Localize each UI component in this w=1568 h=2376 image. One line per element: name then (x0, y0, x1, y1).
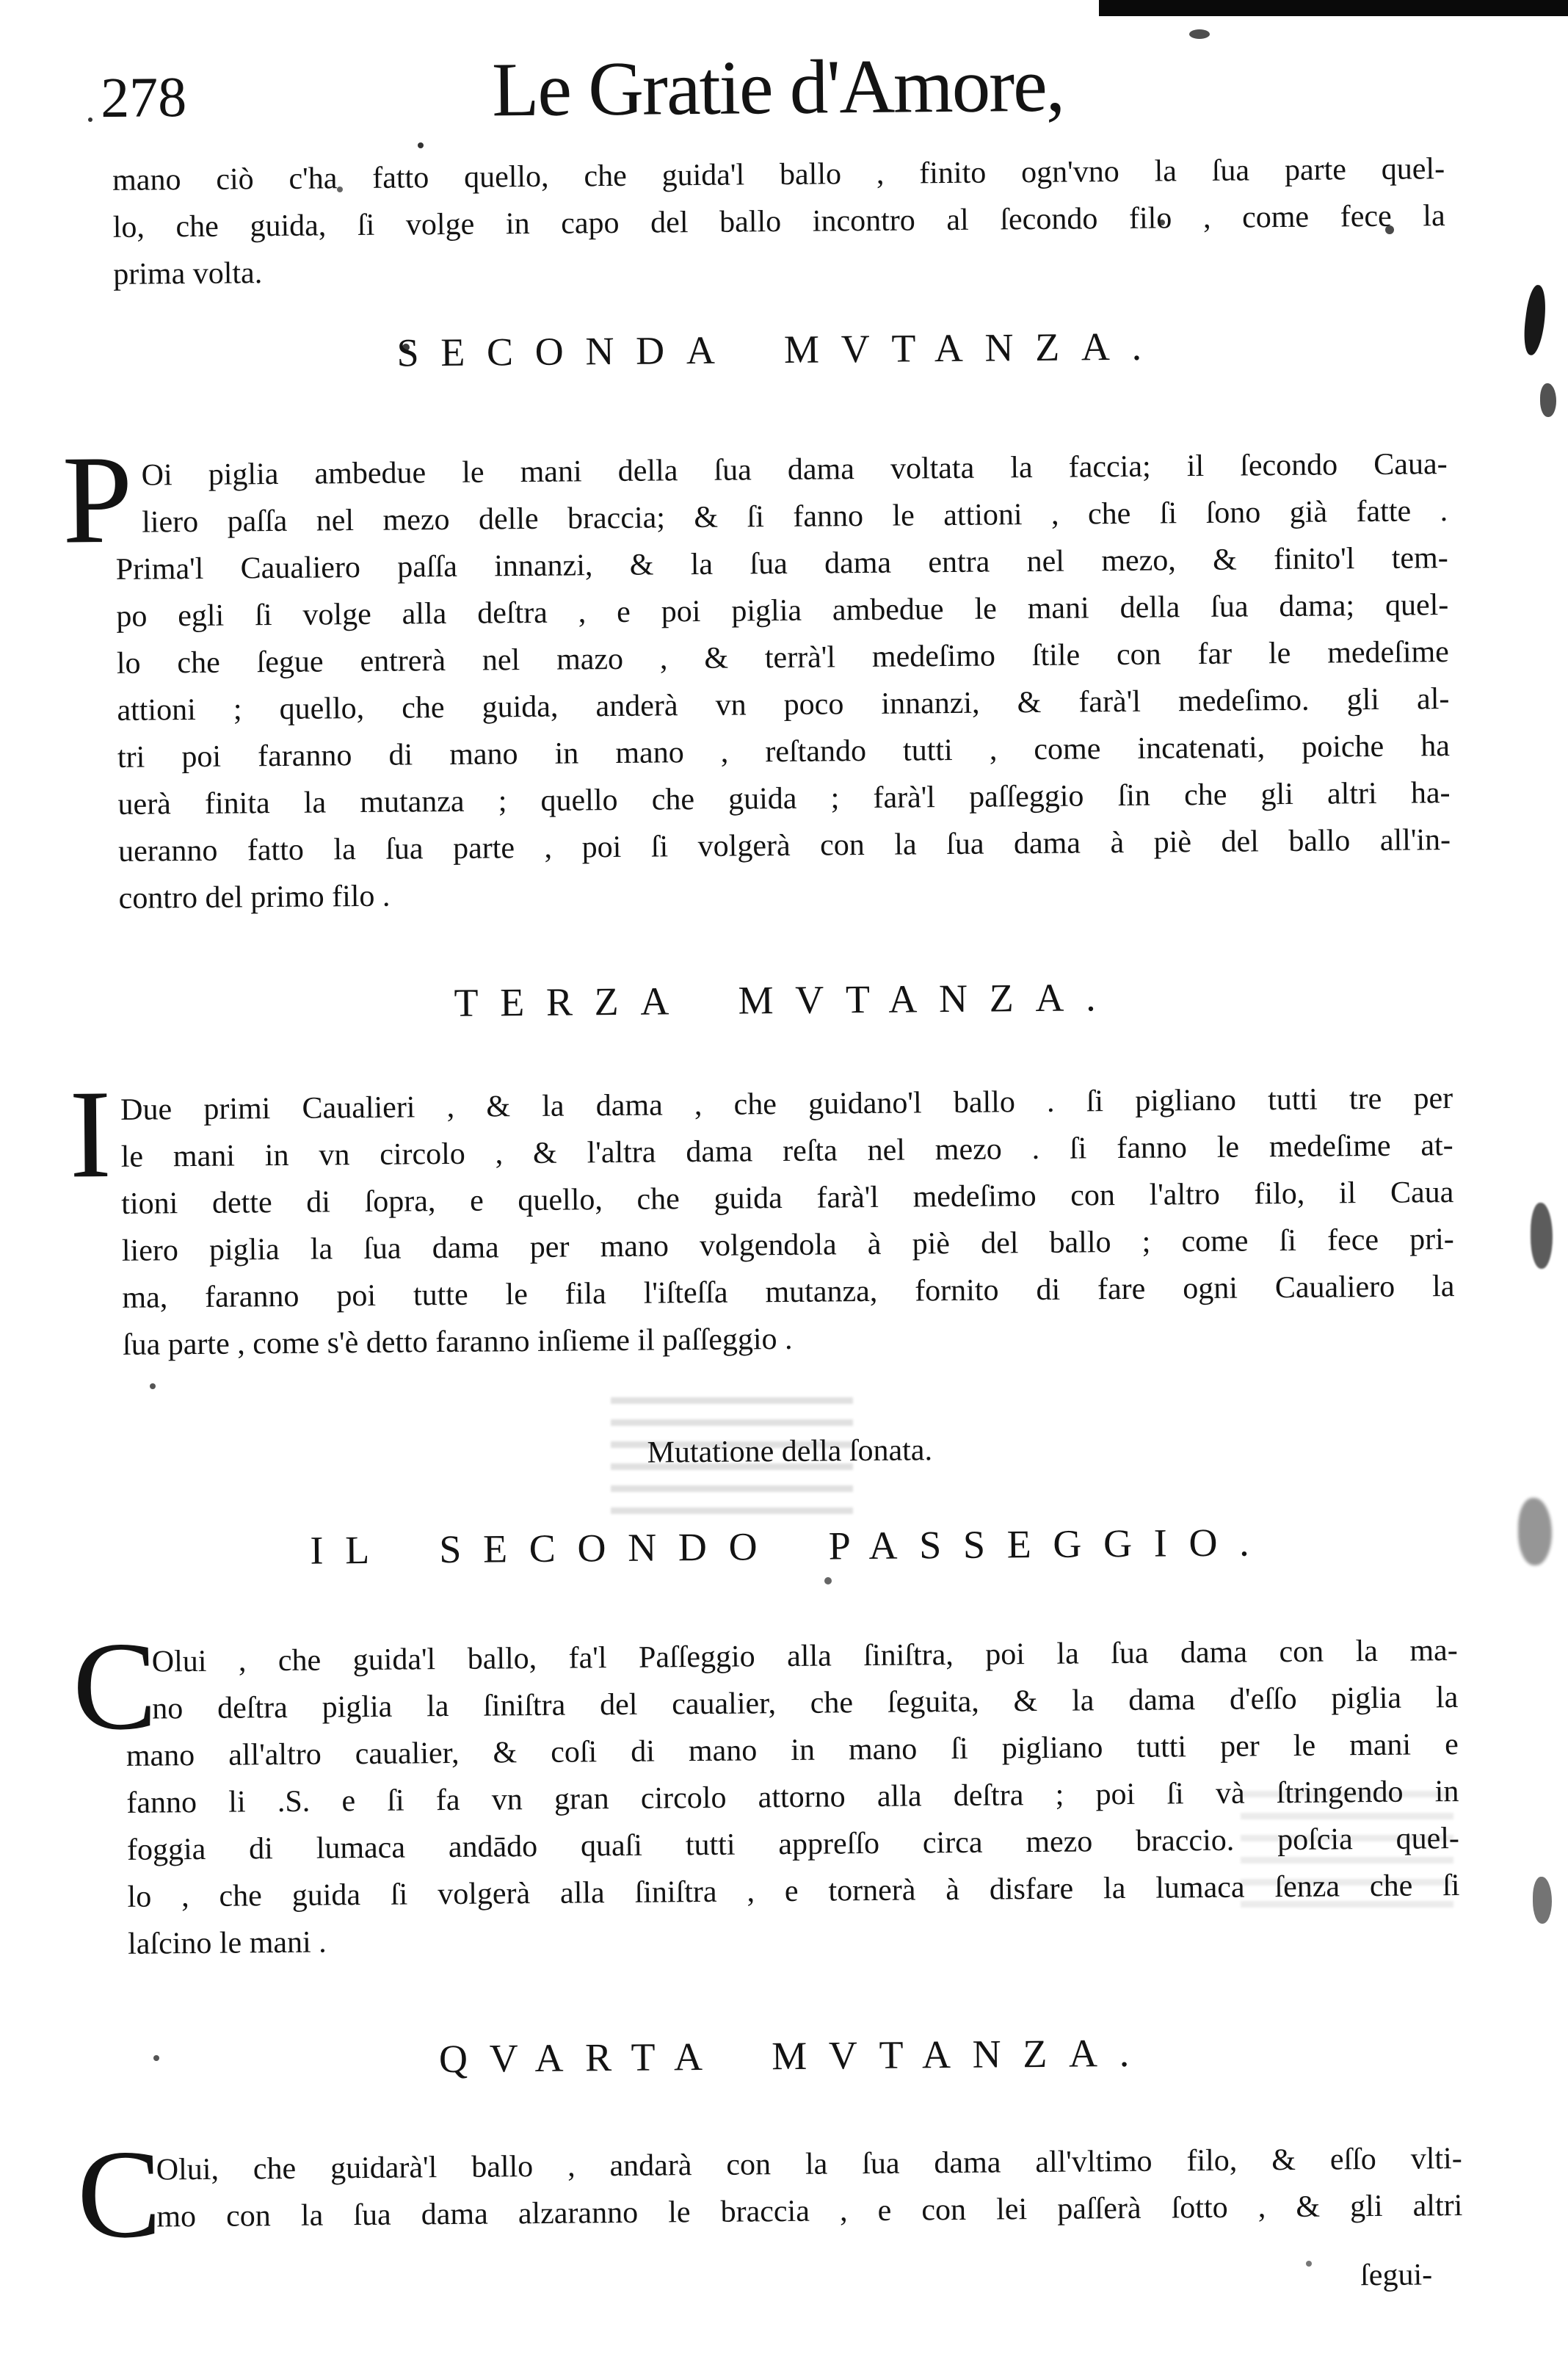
text-line: tioni dette di ſopra, e quello, che guida farà'l medeſimo con l'altro filo, il Caua (121, 1176, 1454, 1221)
dropcap-I: I (68, 1064, 112, 1205)
text-line: ſua parte , come s'è detto faranno inſieme il paſſeggio . (122, 1322, 793, 1362)
quarta-mutanza-paragraph (76, 2124, 1463, 2265)
text-line: mo con la ſua dama alzaranno le braccia , e con lei paſſerà ſotto , & gli altri (156, 2188, 1463, 2234)
text-line: po egli ſi volge alla deſtra , e poi piglia ambedue le mani della ſua dama; quel- (116, 588, 1449, 634)
text-line: fanno li .S. e ſi fa vn gran circolo attorno alla deſtra ; poi ſi và ſtringendo in (126, 1775, 1459, 1820)
heading-secondo-passeggio: IL SECONDO PASSEGGIO. (310, 1520, 1271, 1573)
heading-terza-mutanza: TERZA MVTANZA. (454, 975, 1118, 1025)
text-line: Oi piglia ambedue le mani della ſua dama voltata la faccia; il ſecondo Caua- (141, 447, 1448, 493)
terza-mutanza-paragraph (68, 1064, 1455, 1369)
text-line: Due primi Caualieri , & la dama , che guidano'l ballo . ſi pigliano tutti tre per (120, 1082, 1453, 1127)
running-title: Le Gratie d'Amore, (491, 41, 1064, 133)
catchword: ſegui- (1360, 2258, 1433, 2293)
text-line: lo che ſegue entrerà nel mazo , & terrà'l medeſimo ſtile con far le medeſime (116, 635, 1450, 681)
text-line: uerà finita la mutanza ; quello che guida ; farà'l paſſeggio ſin che gli altri ha- (117, 776, 1451, 822)
heading-quarta-mutanza: QVARTA MVTANZA. (438, 2030, 1152, 2082)
text-line: tri poi faranno di mano in mano , reſtando tutti , come incatenati, poiche ha (117, 729, 1451, 775)
text-line: liero paſſa nel mezo delle braccia; & ſi fanno le attioni , che ſi ſono già fatte . (142, 494, 1448, 540)
text-line: contro del primo filo . (118, 879, 391, 916)
text-line: Prima'l Caualiero paſſa innanzi, & la ſua dama entra nel mezo, & finito'l tem- (115, 541, 1448, 587)
intro-paragraph (112, 145, 1446, 298)
text-line: mano all'altro caualier, & coſi di mano in mano ſi pigliano tutti per le mani e (126, 1728, 1459, 1773)
seconda-mutanza-paragraph (62, 430, 1451, 922)
text-line: Olui , che guida'l ballo, fa'l Paſſeggio alla ſiniſtra, poi la ſua dama con la ma- (151, 1634, 1458, 1679)
text-line: mano ciò c'ha fatto quello, che guida'l ballo , finito ogn'vno la ſua parte quel- (112, 152, 1445, 198)
text-line: lo, che guida, ſi volge in capo del ballo incontro al ſecondo filo , come fece la (112, 199, 1445, 245)
text-line: lo , che guida ſi volgerà alla ſiniſtra , e tornerà à disfare la lumaca ſenza che ſi (127, 1869, 1460, 1914)
text-line: le mani in vn circolo , & l'altra dama reſta nel mezo . ſi fanno le medeſime at- (120, 1129, 1453, 1174)
text-line: foggia di lumaca andādo quaſi tutti appreſſo circa mezo braccio. poſcia quel- (126, 1822, 1460, 1867)
sonata-note: Mutatione della ſonata. (647, 1433, 933, 1470)
dropcap-C2: C (76, 2124, 162, 2265)
text-line: liero piglia la ſua dama per mano volgendola à piè del ballo ; come ſi fece pri- (121, 1223, 1455, 1268)
text-line: prima volta. (113, 256, 263, 291)
text-line: ueranno fatto la ſua parte , poi ſi volgerà con la ſua dama à piè del ballo all'in- (117, 823, 1451, 869)
text-line: laſcino le mani . (127, 1925, 327, 1961)
secondo-passeggio-paragraph (72, 1616, 1460, 1968)
dropcap-P: P (62, 430, 134, 571)
text-line: no deſtra piglia la ſiniſtra del caualier, che ſeguita, & la dama d'eſſo piglia la (152, 1681, 1459, 1726)
text-line: ma, faranno poi tutte le fila l'iſteſſa mutanza, fornito di fare ogni Caualiero la (122, 1270, 1455, 1315)
text-line: Olui, che guidarà'l ballo , andarà con la ſua dama all'vltimo filo, & eſſo vlti- (156, 2141, 1462, 2187)
dropcap-C: C (72, 1616, 158, 1757)
heading-seconda-mutanza: SECONDA MVTANZA. (396, 324, 1164, 375)
text-line: attioni ; quello, che guida, anderà vn poco innanzi, & farà'l medeſimo. gli al- (117, 682, 1450, 728)
page-number: 278 (100, 65, 187, 130)
